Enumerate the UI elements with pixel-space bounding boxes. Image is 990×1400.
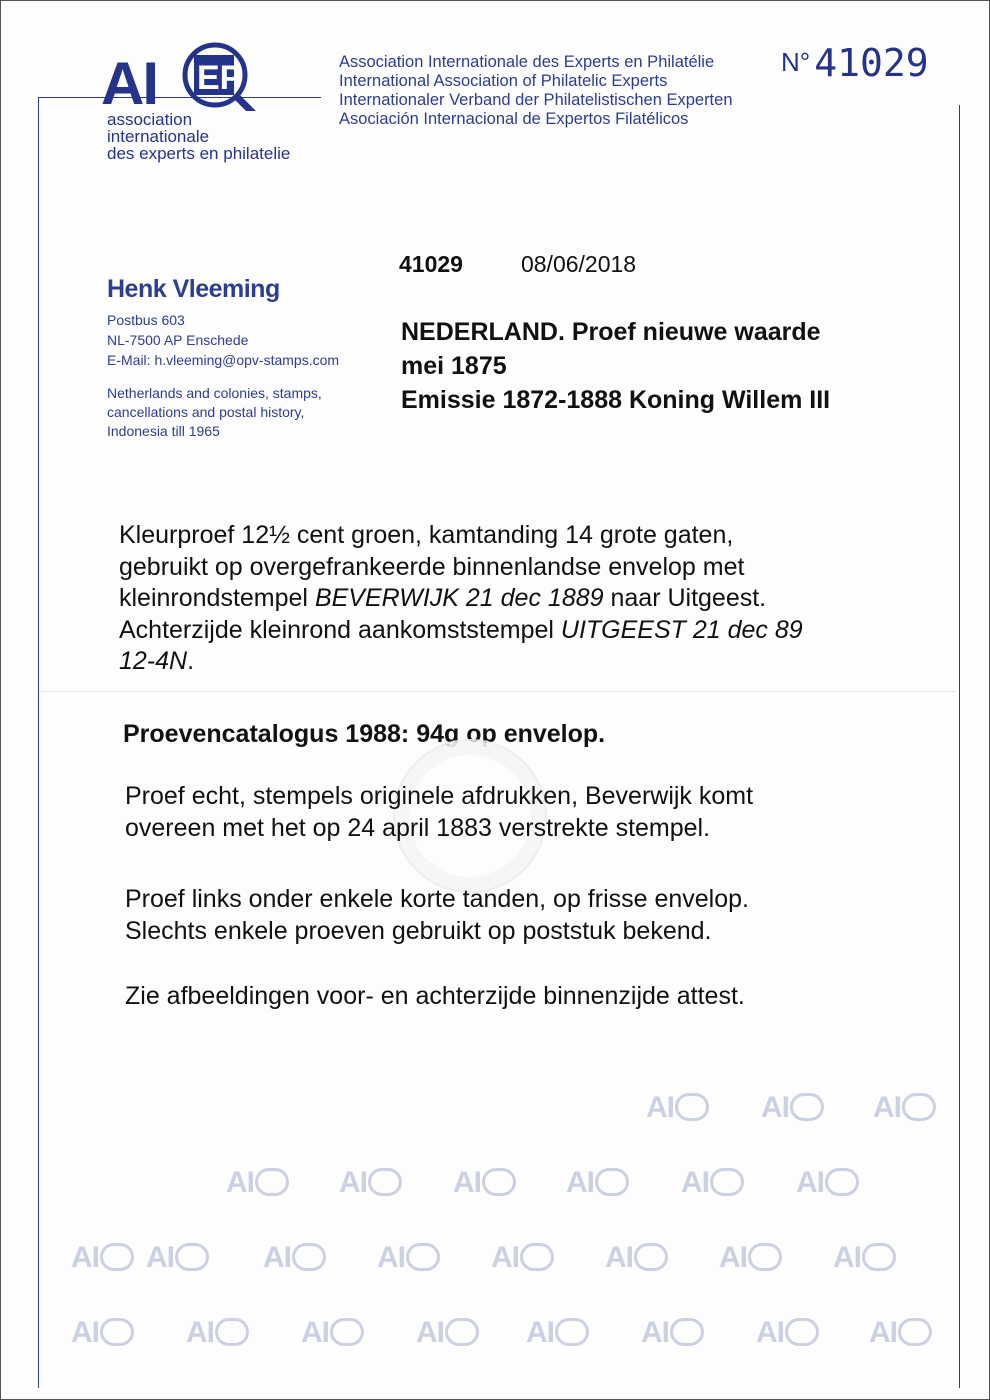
watermark-magnifier-icon [785,1318,819,1346]
aiep-logo [101,27,326,167]
watermark-logo [833,1241,896,1275]
watermark-logo-text: AI [761,1091,789,1124]
postmark-text: BEVERWIJK 21 dec 1889 [314,584,604,612]
watermark-magnifier-icon [330,1318,364,1346]
watermark-logo-text: AI [873,1091,901,1124]
watermark-magnifier-icon [368,1168,402,1196]
watermark-logo-text: AI [377,1241,405,1274]
watermark-magnifier-icon [292,1243,326,1271]
logo-tagline [107,111,290,162]
watermark-logo-text: AI [339,1166,367,1199]
postmark-text: 12-4N [119,647,188,675]
watermark-logo [761,1091,824,1125]
watermark-logo [646,1091,709,1125]
watermark-logo-text: AI [263,1241,291,1274]
body-line [119,583,803,615]
watermark-logo [526,1316,589,1350]
certificate-header [399,251,636,278]
paper-fold-line [41,691,956,692]
watermark-logo [339,1166,402,1200]
watermark-logo-text: AI [756,1316,784,1349]
magnifier-stamp-icon [177,41,259,111]
watermark-logo-text: AI [833,1241,861,1274]
title-line: NEDERLAND. Proef nieuwe waarde [401,318,821,346]
watermark-magnifier-icon [675,1093,709,1121]
watermark-logo-text: AI [71,1316,99,1349]
watermark-logo [796,1166,859,1200]
association-names [339,53,733,129]
watermark-logo [71,1316,134,1350]
watermark-magnifier-icon [825,1168,859,1196]
expert-name: Henk Vleeming [107,275,280,303]
watermark-logo [756,1316,819,1350]
body-line: Kleurproef 12½ cent groen, kamtanding 14 grote gaten, [119,521,734,549]
body-text: kleinrondstempel [119,584,315,612]
body-line: gebruikt op overgefrankeerde binnenlandse envelop met [119,552,745,581]
watermark-logo [263,1241,326,1275]
watermark-magnifier-icon [175,1243,209,1271]
watermark-logo-text: AI [491,1241,519,1274]
watermark-logo [453,1166,516,1200]
watermark-logo [641,1316,704,1350]
watermark-magnifier-icon [555,1318,589,1346]
specialty-line: cancellations and postal history, [107,404,305,420]
body-text: naar Uitgeest. [603,584,767,612]
logo-ai-letters: AI [101,50,157,117]
body-line: Proef echt, stempels originele afdrukken, Beverwijk komt [125,782,754,810]
watermark-logo-text: AI [71,1241,99,1274]
watermark-logo [491,1241,554,1275]
specialty-line: Netherlands and colonies, stamps, [107,385,322,401]
association-name-de: Internationaler Verband der Philatelistischen Experten [339,91,733,109]
condition-paragraph [125,884,749,947]
expert-contact [107,275,347,441]
expert-postbus: Postbus 603 [107,312,185,328]
watermark-logo [186,1316,249,1350]
images-note: Zie afbeeldingen voor- en achterzijde binnenzijde attest. [125,982,745,1010]
body-line: Slechts enkele proeven gebruikt op poststuk bekend. [125,916,712,945]
association-name-en: International Association of Philatelic Experts [339,72,668,90]
certificate-title [401,315,830,417]
logo-tagline-line: internationale [107,127,210,146]
body-line [119,615,803,647]
watermark-magnifier-icon [445,1318,479,1346]
watermark-magnifier-icon [862,1243,896,1271]
watermark-logo [869,1316,932,1350]
watermark-logo-text: AI [453,1166,481,1199]
watermark-magnifier-icon [902,1093,936,1121]
watermark-magnifier-icon [520,1243,554,1271]
watermark-logo [377,1241,440,1275]
watermark-logo [146,1241,209,1275]
certificate-number-box [781,41,929,85]
title-line: mei 1875 [401,352,507,380]
expert-specialty [107,384,347,441]
watermark-logo-text: AI [301,1316,329,1349]
association-name-es: Asociación Internacional de Expertos Filatélicos [339,110,689,128]
expert-city: NL-7500 AP Enschede [107,332,249,348]
watermark-logo-text: AI [186,1316,214,1349]
watermark-magnifier-icon [898,1318,932,1346]
body-line [119,646,803,678]
watermark-logo-text: AI [641,1316,669,1349]
body-line: overeen met het op 24 april 1883 verstrekte stempel. [125,813,711,842]
watermark-logo [605,1241,668,1275]
watermark-magnifier-icon [595,1168,629,1196]
postmark-text: UITGEEST 21 dec 89 [560,615,803,644]
watermark-logo-text: AI [526,1316,554,1349]
title-line: Emissie 1872-1888 Koning Willem III [401,386,831,414]
watermark-magnifier-icon [215,1318,249,1346]
watermark-logo [681,1166,744,1200]
watermark-magnifier-icon [100,1243,134,1271]
watermark-logo-text: AI [146,1241,174,1274]
watermark-logo-text: AI [869,1316,897,1349]
watermark-logo-text: AI [566,1166,594,1199]
expert-email: E-Mail: h.vleeming@opv-stamps.com [107,352,340,368]
body-text: Achterzijde kleinrond aankomststempel [119,615,561,644]
watermark-magnifier-icon [406,1243,440,1271]
watermark-logo [416,1316,479,1350]
watermark-logo-text: AI [646,1091,674,1124]
cert-number-value: 41029 [814,41,929,85]
watermark-logo [719,1241,782,1275]
watermark-magnifier-icon [634,1243,668,1271]
body-text: . [187,647,195,675]
watermark-logo [566,1166,629,1200]
watermark-logo-text: AI [605,1241,633,1274]
watermark-logo-text: AI [681,1166,709,1199]
logo-tagline-line: des experts en philatelie [107,144,291,163]
watermark-logo [301,1316,364,1350]
watermark-logo-text: AI [719,1241,747,1274]
watermark-magnifier-icon [100,1318,134,1346]
association-name-fr: Association Internationale des Experts en Philatélie [339,53,715,71]
catalogue-reference: Proevencatalogus 1988: 94g op envelop. [123,720,606,748]
watermark-magnifier-icon [482,1168,516,1196]
watermark-logo-text: AI [226,1166,254,1199]
description-paragraph [119,520,803,678]
watermark-magnifier-icon [790,1093,824,1121]
watermark-logo [873,1091,936,1125]
certificate-date: 08/06/2018 [520,251,637,277]
body-line: Proef links onder enkele korte tanden, op frisse envelop. [125,885,749,913]
logo-tagline-line: association [107,110,193,129]
watermark-logo [226,1166,289,1200]
watermark-logo-text: AI [796,1166,824,1199]
svg-text:EP: EP [197,59,243,97]
cert-number-label: N° [781,47,811,77]
watermark-logo-text: AI [416,1316,444,1349]
specialty-line: Indonesia till 1965 [107,423,220,439]
watermark-magnifier-icon [710,1168,744,1196]
certificate-id: 41029 [399,251,463,277]
watermark-magnifier-icon [670,1318,704,1346]
watermark-logo [71,1241,134,1275]
opinion-paragraph [125,781,753,844]
watermark-magnifier-icon [748,1243,782,1271]
watermark-magnifier-icon [255,1168,289,1196]
